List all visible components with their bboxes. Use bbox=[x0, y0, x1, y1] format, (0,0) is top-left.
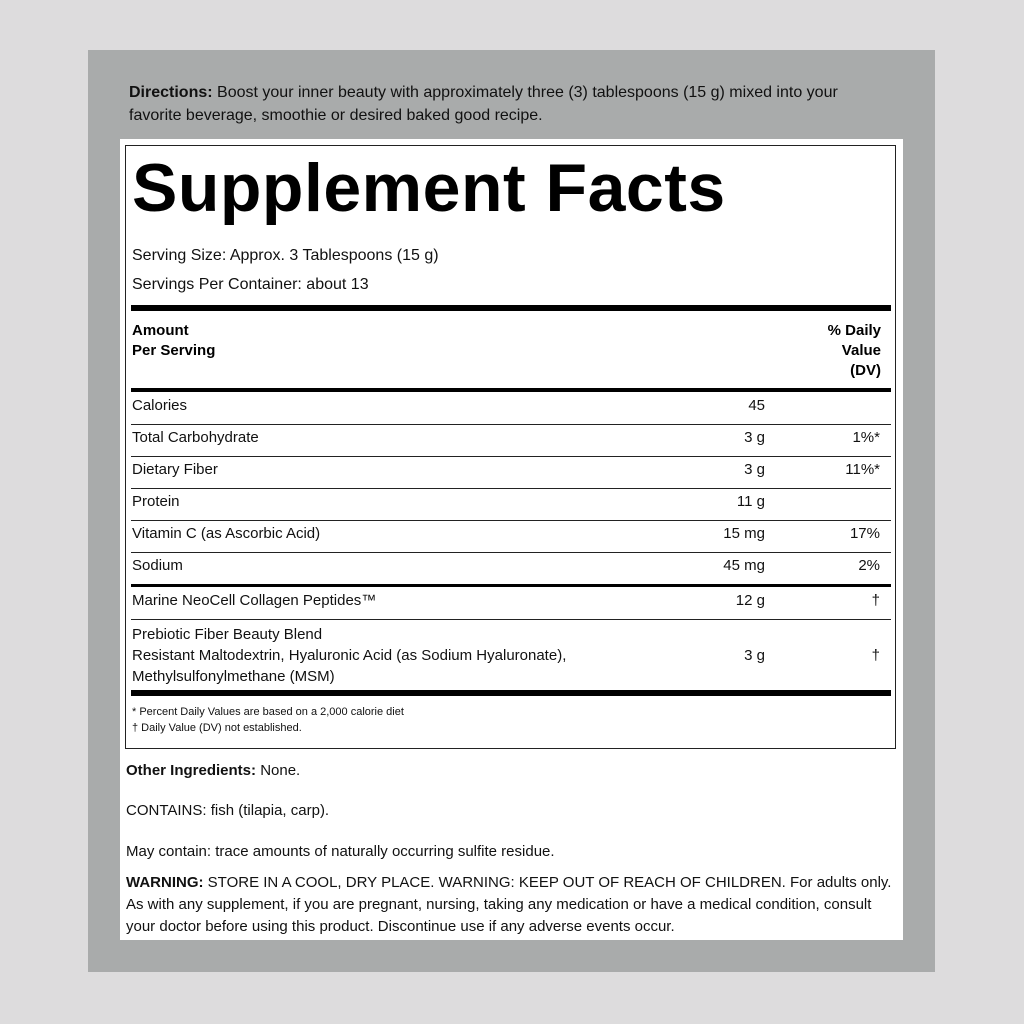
nutrient-name: Calories bbox=[132, 397, 188, 414]
may-contain-statement: May contain: trace amounts of naturally occurring sulfite residue. bbox=[126, 843, 555, 860]
other-ingredients-label: Other Ingredients: bbox=[126, 762, 257, 779]
facts-title: Supplement Facts bbox=[132, 150, 726, 226]
row-divider bbox=[131, 456, 891, 457]
nutrient-name: Total Carbohydrate bbox=[132, 429, 259, 446]
nutrient-name: Dietary Fiber bbox=[132, 461, 218, 478]
nutrient-dv: 17% bbox=[849, 525, 880, 542]
thick-rule-top bbox=[131, 305, 891, 311]
other-ingredients-value: None. bbox=[260, 762, 301, 779]
nutrient-amount: 45 bbox=[748, 397, 765, 414]
nutrient-name: Vitamin C (as Ascorbic Acid) bbox=[132, 525, 321, 542]
header-dv-line2: Value bbox=[841, 342, 881, 359]
nutrient-name: Protein bbox=[132, 493, 180, 510]
nutrient-dv: 11%* bbox=[845, 461, 880, 478]
thick-rule-bottom bbox=[131, 690, 891, 696]
header-amount-line2: Per Serving bbox=[132, 342, 216, 359]
nutrient-name: Sodium bbox=[132, 557, 183, 574]
nutrient-amount: 45 mg bbox=[723, 557, 765, 574]
row-divider bbox=[131, 619, 891, 620]
nutrient-amount: 12 g bbox=[735, 592, 765, 609]
blend-dv: † bbox=[871, 647, 880, 664]
header-amount-line1: Amount bbox=[132, 322, 189, 339]
thick-rule-header bbox=[131, 388, 891, 392]
warning-body: STORE IN A COOL, DRY PLACE. WARNING: KEEP OUT OF REACH OF CHILDREN. For adults only. As with any supplement, if you are pregnant, nursing, taking any medication or have a medical condition, consult your doctor before using this product. Discontinue use if any adverse events occur. bbox=[126, 874, 892, 935]
warning-statement bbox=[126, 872, 896, 938]
other-ingredients bbox=[126, 760, 896, 782]
header-amount bbox=[132, 321, 215, 361]
directions-label: Directions: bbox=[129, 84, 213, 101]
blend-name: Prebiotic Fiber Beauty Blend bbox=[132, 626, 323, 643]
blend-amount: 3 g bbox=[744, 647, 765, 664]
nutrient-dv: 2% bbox=[858, 557, 880, 574]
header-daily-value bbox=[828, 321, 881, 381]
nutrient-dv: † bbox=[871, 592, 880, 609]
row-divider bbox=[131, 488, 891, 489]
row-divider bbox=[131, 552, 891, 553]
nutrient-amount: 3 g bbox=[744, 429, 765, 446]
nutrient-dv: 1%* bbox=[852, 429, 880, 446]
header-dv-line1: % Daily bbox=[827, 322, 881, 339]
nutrient-amount: 11 g bbox=[736, 493, 765, 510]
blend-description bbox=[132, 624, 566, 687]
footnote-daily-values: * Percent Daily Values are based on a 2,000 calorie diet bbox=[132, 706, 404, 718]
nutrient-amount: 3 g bbox=[744, 461, 765, 478]
medium-rule bbox=[131, 584, 891, 587]
blend-ingredients-line1: Resistant Maltodextrin, Hyaluronic Acid (as Sodium Hyaluronate), bbox=[132, 647, 567, 664]
row-divider bbox=[131, 520, 891, 521]
directions-body: Boost your inner beauty with approximately three (3) tablespoons (15 g) mixed into your favorite beverage, smoothie or desired baked good recipe. bbox=[129, 84, 838, 124]
servings-per-container: Servings Per Container: about 13 bbox=[132, 276, 369, 293]
header-dv-line3: (DV) bbox=[850, 362, 881, 379]
contains-statement: CONTAINS: fish (tilapia, carp). bbox=[126, 802, 330, 819]
serving-size: Serving Size: Approx. 3 Tablespoons (15 g) bbox=[132, 247, 439, 264]
footnote-dv-not-established: † Daily Value (DV) not established. bbox=[132, 722, 302, 734]
warning-label: WARNING: bbox=[126, 874, 204, 891]
nutrient-amount: 15 mg bbox=[723, 525, 765, 542]
directions-text bbox=[129, 81, 889, 127]
blend-ingredients-line2: Methylsulfonylmethane (MSM) bbox=[132, 668, 335, 685]
nutrient-name: Marine NeoCell Collagen Peptides™ bbox=[132, 592, 377, 609]
row-divider bbox=[131, 424, 891, 425]
